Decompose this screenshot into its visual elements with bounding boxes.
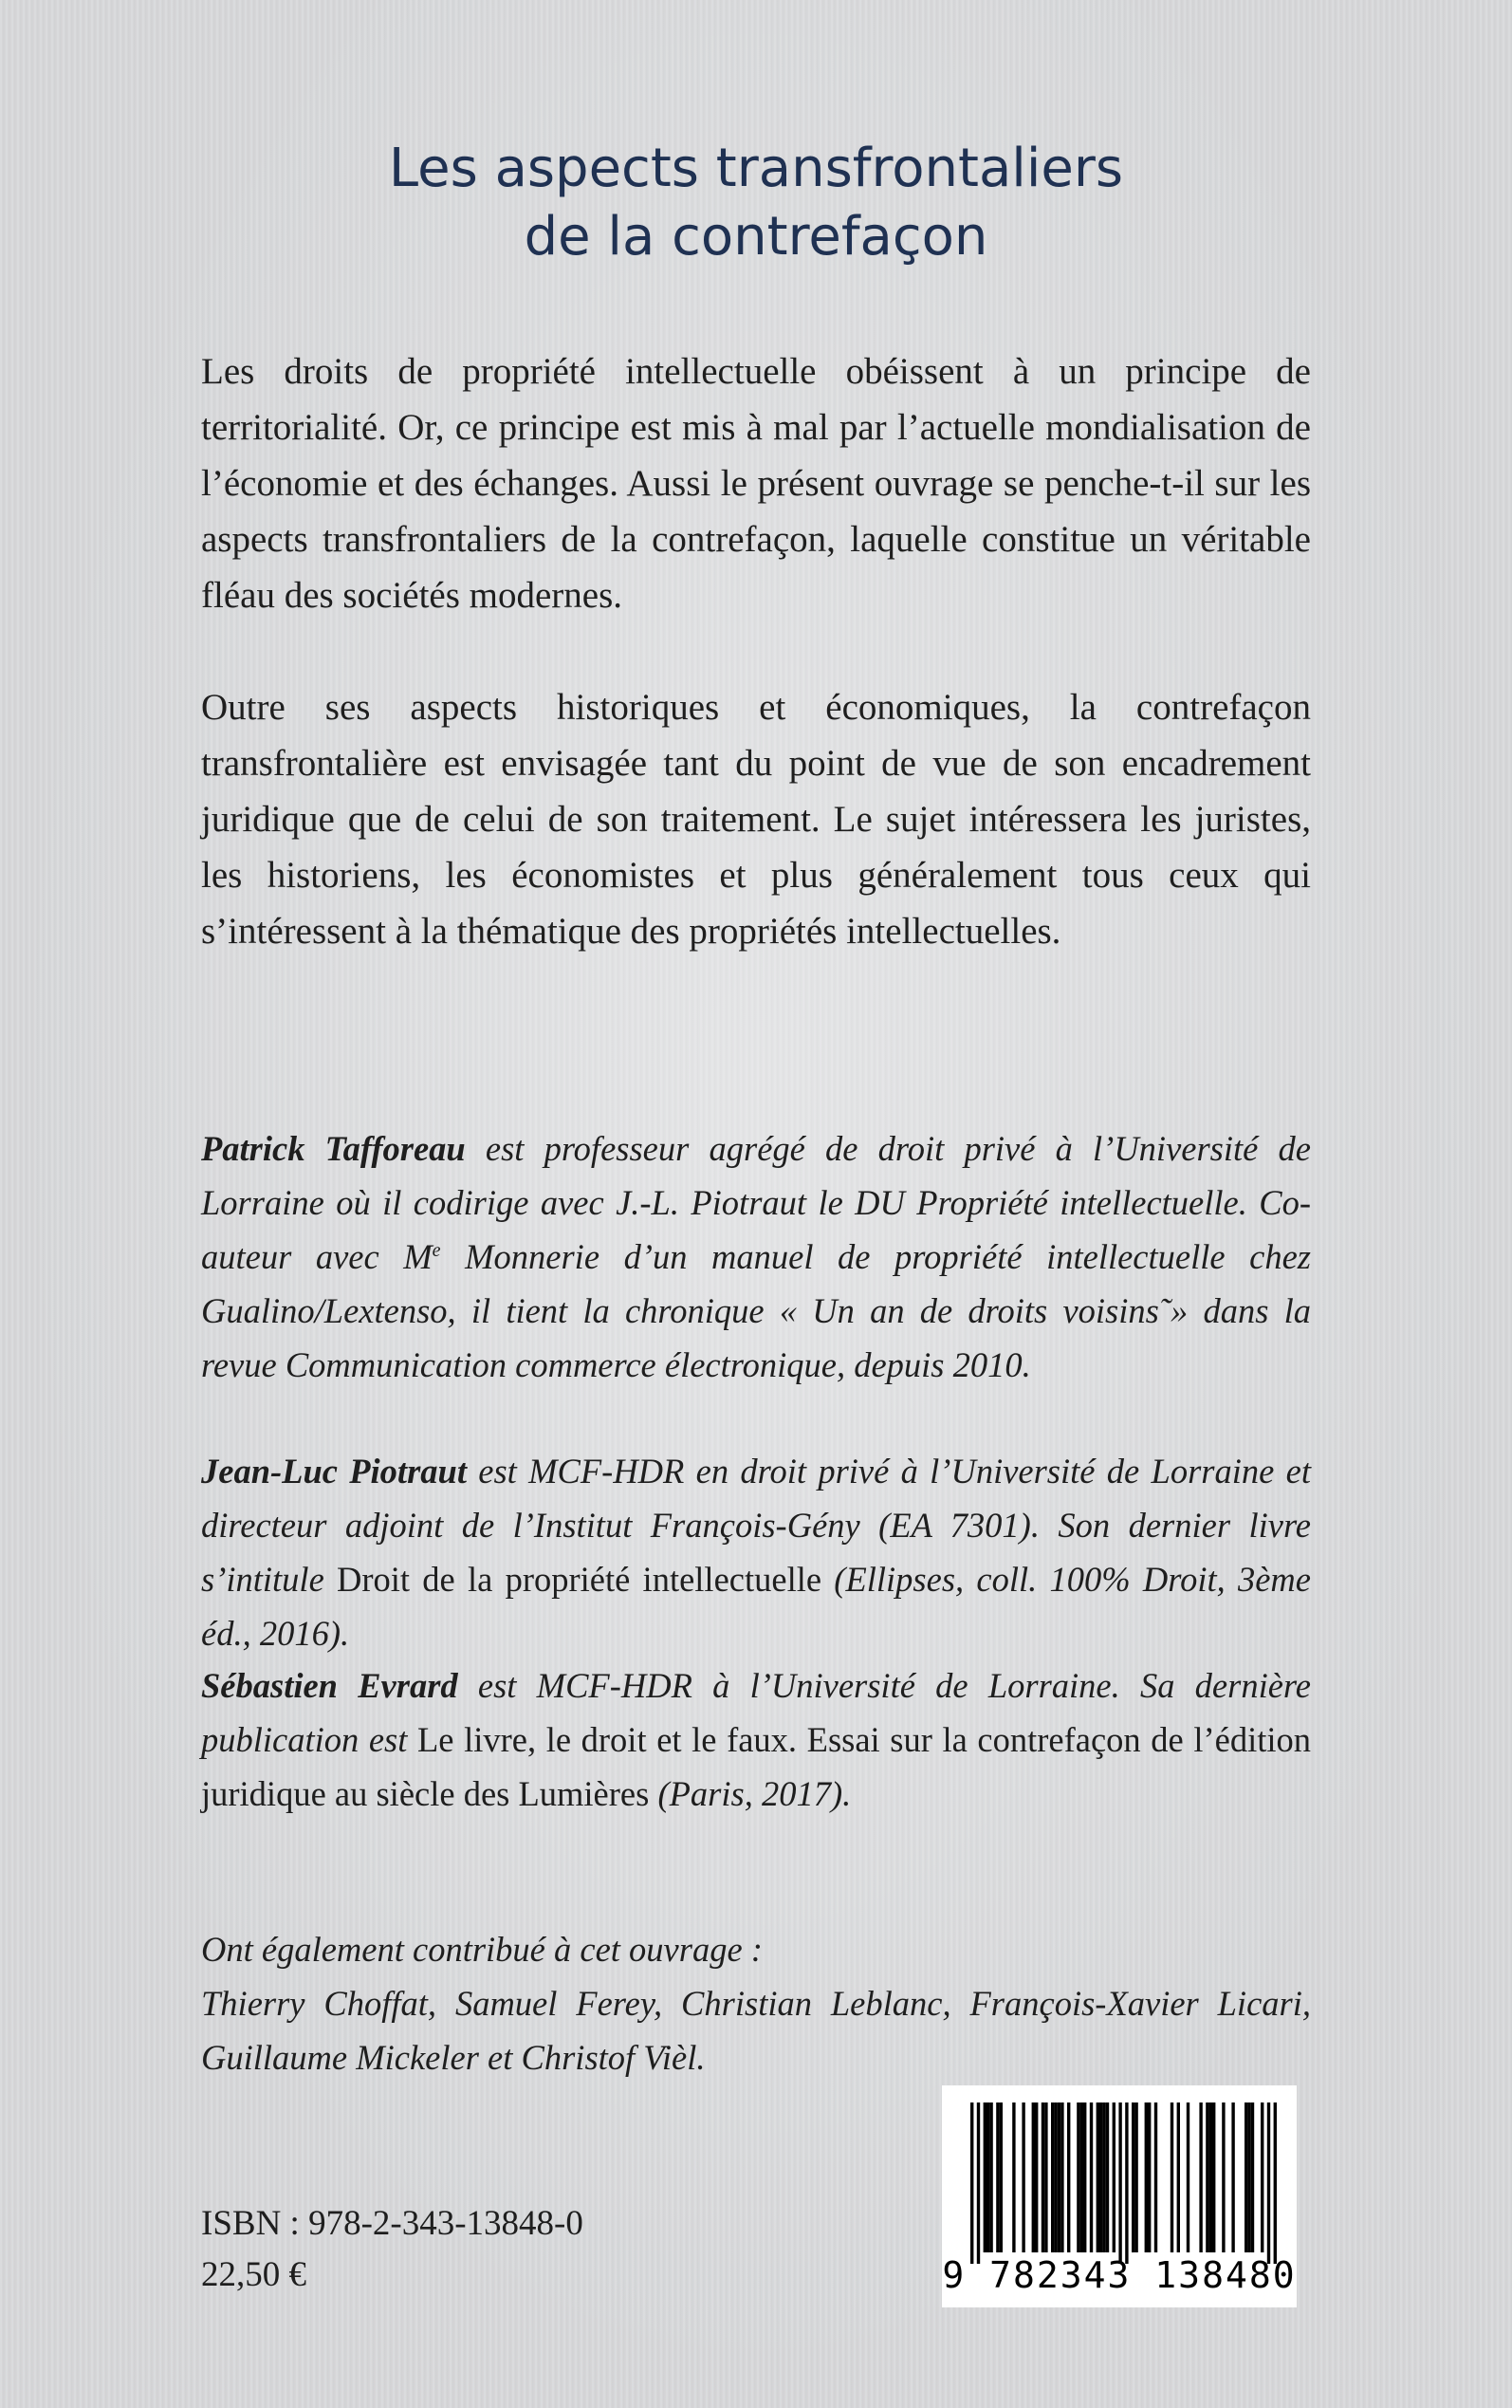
barcode-bar [1090,2102,1093,2252]
author-bio-piotraut [201,1444,1311,1660]
barcode-bar [1102,2102,1105,2252]
barcode-bar [989,2102,992,2252]
contributors-intro: Ont également contribué à cet ouvrage : [201,1930,763,1969]
price: 22,50 € [201,2255,306,2294]
barcode-bar [1012,2102,1015,2252]
barcode-bar [1251,2102,1254,2252]
barcode-bar [1247,2102,1250,2252]
author-bio-text: est MCF-HDR à l’Université de Lorraine. Sa dernière publication est [201,1666,1311,1759]
barcode [942,2085,1297,2307]
barcode-bar [1060,2102,1063,2252]
barcode-bar [1125,2102,1128,2264]
book-title-reference: Droit de la propriété intellectuelle [337,1560,822,1599]
barcode-bar [1274,2102,1277,2264]
contributors-names: Thierry Choffat, Samuel Ferey, Christian Leblanc, François-Xavier Licari, Guillaume Mickeler et Christof Vièl. [201,1984,1311,2077]
barcode-bar [984,2102,986,2252]
author-bio-text: (Paris, 2017). [649,1774,852,1813]
author-bio-text: Monnerie d’un manuel de propriété intellectuelle chez Gualino/Lextenso, il tient la chronique « Un an de droits voisins˜» dans la revue Communication commerce électronique, depuis 2010. [201,1237,1311,1384]
author-bio-text: est professeur agrégé de droit privé à l’Université de Lorraine où il codirige avec J.-L. Piotraut le DU Propriété intellectuelle. Co-auteur avec M [201,1129,1311,1276]
author-name: Jean-Luc Piotraut [201,1452,467,1491]
barcode-bar [1134,2102,1137,2252]
book-title-line-2: de la contrefaçon [524,206,988,268]
author-bio-text: (Ellipses, coll. 100% Droit, 3ème éd., 2016). [201,1560,1311,1653]
isbn: ISBN : 978-2-343-13848-0 [201,2204,583,2243]
barcode-bar [996,2102,999,2252]
barcode-bar [986,2102,989,2252]
barcode-bar [977,2102,980,2264]
barcode-bar [1199,2102,1202,2252]
author-bio-text: est MCF-HDR en droit privé à l’Université de Lorraine et directeur adjoint de l’Institut François-Gény (EA 7301). Son dernier livre s’intitule [201,1452,1311,1599]
barcode-bar [1154,2102,1157,2252]
barcode-bar [1044,2102,1047,2252]
barcode-bar [1206,2102,1208,2252]
barcode-bar [1051,2102,1054,2252]
barcode-bar [1042,2102,1044,2252]
summary-paragraph-1: Les droits de propriété intellectuelle obéissent à un principe de territorialité. Or, ce principe est mis à mal par l’actuelle mondialisation de l’économie et des échanges. Aussi le présent ouvrage se penche-t-il sur les aspects transfrontaliers de la contrefaçon, laquelle constitue un véritable fléau des sociétés modernes. [201,351,1311,616]
barcode-bar [1106,2102,1109,2252]
summary-paragraph-2: Outre ses aspects historiques et économiques, la contrefaçon transfrontalière est envisagée tant du point de vue de son encadrement juridique que de celui de son traitement. Le sujet intéressera les juristes, les historiens, les économistes et plus généralement tous ceux qui s’intéressent à la thématique des propriétés intellectuelles. [201,687,1311,952]
barcode-bar [1177,2102,1180,2252]
barcode-bar [1080,2102,1083,2252]
contributors [201,1922,1311,2084]
barcode-bar [970,2102,973,2264]
barcode-bar [1171,2102,1173,2252]
barcode-bar [1083,2102,1086,2252]
barcode-bar [1000,2102,1003,2252]
barcode-bar [1148,2102,1151,2252]
barcode-bar [1035,2102,1038,2252]
barcode-bar [1097,2102,1099,2252]
barcode-bar [1022,2102,1024,2252]
barcode-bar [1118,2102,1121,2264]
barcode-bar [1145,2102,1148,2252]
barcode-bar [1212,2102,1215,2252]
barcode-bar [1032,2102,1035,2252]
barcode-bar [1222,2102,1225,2252]
barcode-bar [1058,2102,1060,2252]
barcode-bar [1067,2102,1070,2252]
superscript: e [432,1239,441,1261]
author-name: Patrick Tafforeau [201,1129,466,1168]
book-title-reference: Le livre, le droit et le faux. Essai sur la contrefaçon de l’édition juridique au siècle des Lumières [201,1720,1311,1813]
barcode-digits: 9 782343 138480 [942,2254,1297,2296]
barcode-bar [1261,2102,1263,2252]
barcode-bar [1132,2102,1134,2252]
barcode-bar [1113,2102,1116,2252]
barcode-bar [1245,2102,1247,2252]
author-bio-tafforeau [201,1121,1311,1392]
author-name: Sébastien Evrard [201,1666,458,1705]
author-bio-evrard [201,1658,1311,1821]
barcode-bar [1099,2102,1102,2252]
book-title-line-1: Les aspects transfrontaliers [388,138,1124,199]
barcode-bar [1267,2102,1270,2264]
barcode-bar [1054,2102,1057,2252]
barcode-bar [1231,2102,1234,2252]
barcode-bar [1209,2102,1212,2252]
barcode-bar [1187,2102,1189,2252]
barcode-bar [1077,2102,1079,2252]
